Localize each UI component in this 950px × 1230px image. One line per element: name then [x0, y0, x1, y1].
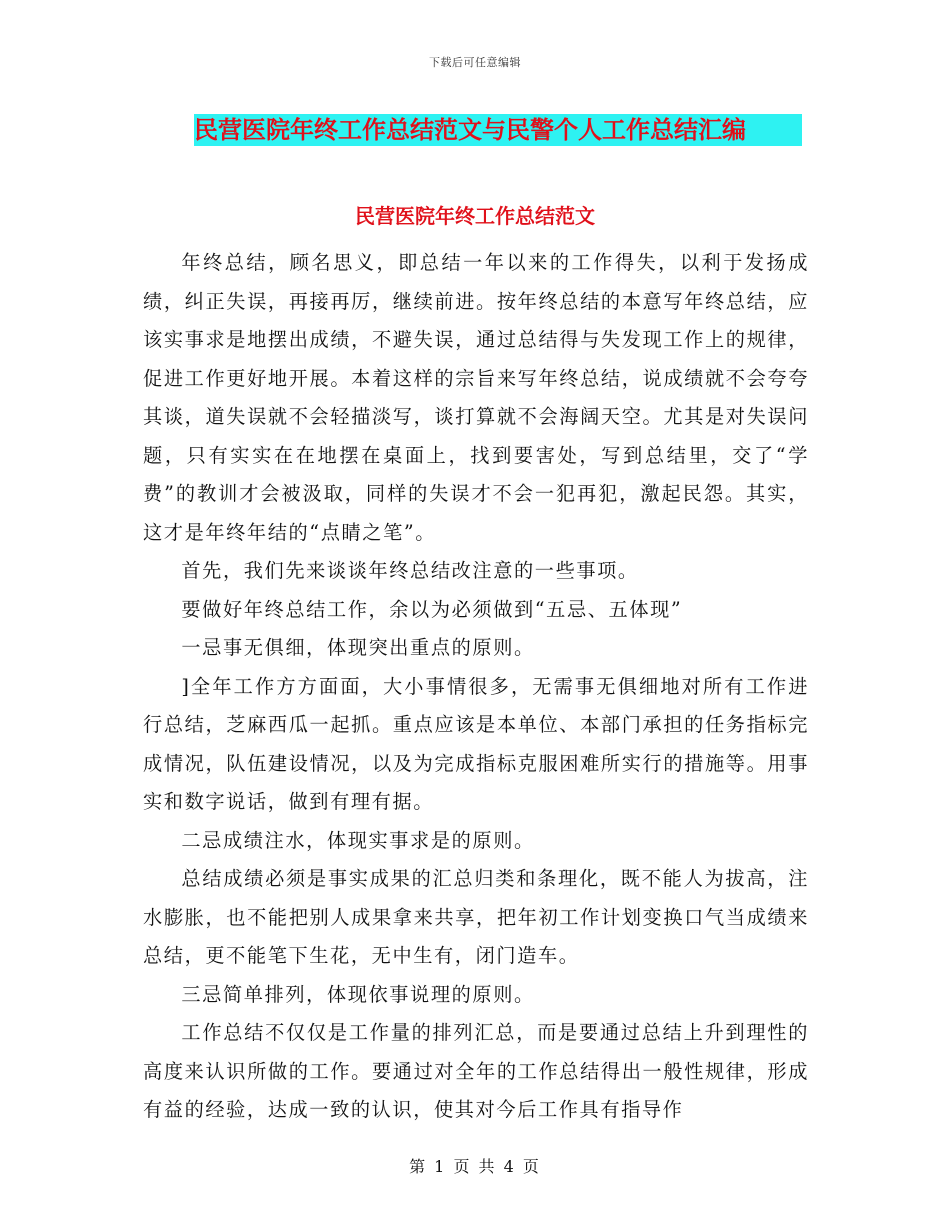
paragraph: ]全年工作方方面面，大小事情很多，无需事无俱细地对所有工作进行总结，芝麻西瓜一起抓。重点应该是本单位、本部门承担的任务指标完成情况，队伍建设情况，以及为完成指标克服困难所实行的措施等。用事实和数字说话，做到有理有据。: [143, 674, 809, 813]
paragraph-intro: 年终总结，顾名思义，即总结一年以来的工作得失，以利于发扬成绩，纠正失误，再接再厉，继续前进。按年终总结的本意写年终总结，应该实事求是地摆出成绩，不避失误，通过总结得与失发现工作上的规律，促进工作更好地开展。本着这样的宗旨来写年终总结，说成绩就不会夸夸其谈，道失误就不会轻描淡写，谈打算就不会海阔天空。尤其是对失误问题，只有实实在在地摆在桌面上，找到要害处，写到总结里，交了“学费”的教训才会被汲取，同样的失误才不会一犯再犯，激起民怨。其实，这才是年终年结的“点睛之笔”。: [143, 251, 809, 544]
paragraph: 总结成绩必须是事实成果的汇总归类和条理化，既不能人为拔高，注水膨胀，也不能把别人成果拿来共享，把年初工作计划变换口气当成绩来总结，更不能笔下生花，无中生有，闭门造车。: [143, 867, 809, 967]
paragraph: 首先，我们先来谈谈年终总结改注意的一些事项。: [181, 559, 639, 582]
page-footer: 第 1 页 共 4 页: [409, 1157, 541, 1176]
section-title: 民营医院年终工作总结范文: [355, 204, 595, 228]
main-title-highlight: [194, 114, 802, 146]
paragraph: 工作总结不仅仅是工作量的排列汇总，而是要通过总结上升到理性的高度来认识所做的工作。要通过对全年的工作总结得出一般性规律，形成有益的经验，达成一致的认识，使其对今后工作具有指导作: [143, 1021, 809, 1121]
paragraph: 要做好年终总结工作，余以为必须做到“五忌、五体现”: [181, 597, 683, 621]
document-body: [143, 244, 809, 1130]
page-header-note: 下载后可任意编辑: [429, 56, 521, 69]
main-title: 民营医院年终工作总结范文与民警个人工作总结汇编: [194, 116, 746, 144]
paragraph-heading: 三忌简单排列，体现依事说理的原则。: [181, 982, 535, 1006]
paragraph-heading: 一忌事无俱细，体现突出重点的原则。: [181, 636, 535, 659]
paragraph-heading: 二忌成绩注水，体现实事求是的原则。: [181, 828, 535, 852]
